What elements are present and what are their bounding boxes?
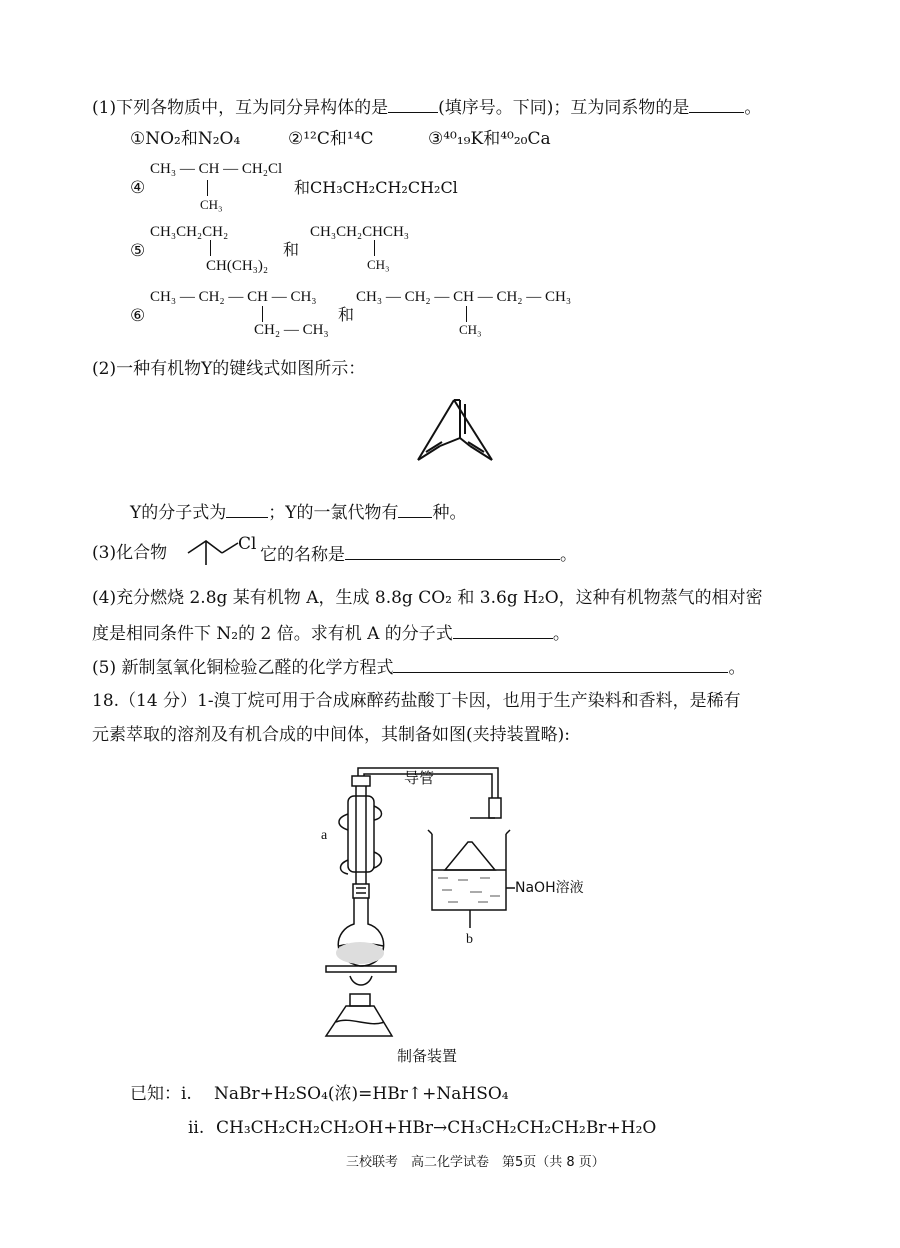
- known-reaction-1: NaBr+H₂SO₄(浓)=HBr↑+NaHSO₄: [214, 1084, 509, 1104]
- option-1: ①NO₂和N₂O₄: [130, 129, 241, 149]
- q17-part5-line: [92, 658, 745, 677]
- q17-part1-line: [92, 98, 761, 117]
- known-label: 已知：i.: [130, 1084, 192, 1104]
- q17-part4-line1: (4)充分燃烧 2.8g 某有机物 A，生成 8.8g CO₂ 和 3.6g H₂O，这种有机物蒸气的相对密: [92, 588, 763, 608]
- option-6-a-branch: CH₂ — CH₃: [254, 322, 329, 338]
- chlorine-label: Cl: [238, 534, 257, 554]
- option-2: ②¹²C和¹⁴C: [288, 129, 374, 149]
- diagram-caption: 制备装置: [397, 1047, 458, 1065]
- option-5-a-top: CH₃CH₂CH₂: [150, 224, 229, 240]
- answer-blank[interactable]: [453, 624, 553, 639]
- option-5-a-bottom: CH(CH₃)₂: [206, 258, 269, 274]
- option-5-number: ⑤: [130, 241, 146, 261]
- bond-line: [207, 180, 208, 196]
- page-footer: 三校联考 高二化学试卷 第5页（共 8 页）: [346, 1155, 605, 1170]
- option-6-b-top: CH₃ — CH₂ — CH — CH₂ — CH₃: [356, 289, 572, 305]
- punctuation: 。: [560, 545, 577, 565]
- part5-text: (5) 新制氢氧化铜检验乙醛的化学方程式: [92, 658, 394, 678]
- q17-part2-answer-line: [130, 503, 466, 522]
- option-5-and: 和: [283, 240, 300, 259]
- punctuation: 。: [744, 98, 762, 118]
- option-4-partner: 和CH₃CH₂CH₂CH₂Cl: [294, 178, 458, 197]
- option-4-branch: CH₃: [200, 197, 223, 212]
- unit-text: 种。: [432, 503, 467, 523]
- answer-blank[interactable]: [345, 545, 560, 560]
- isomer-prompt: ；Y的一氯代物有: [268, 503, 399, 523]
- option-5-b-top: CH₃CH₂CHCH₃: [310, 224, 410, 240]
- bond-line: [374, 240, 375, 256]
- q17-part2-text: (2)一种有机物Y的键线式如图所示：: [92, 359, 366, 379]
- known-ii-label: ii.: [188, 1118, 205, 1138]
- punctuation: 。: [552, 624, 570, 644]
- bond-line: [262, 306, 263, 322]
- label-a: a: [321, 828, 328, 843]
- formula-prompt: Y的分子式为: [130, 503, 227, 523]
- option-6-b-branch: CH₃: [459, 322, 482, 337]
- punctuation: 。: [728, 658, 746, 678]
- option-3: ③⁴⁰₁₉K和⁴⁰₂₀Ca: [428, 129, 551, 149]
- option-5-b-branch: CH₃: [367, 257, 390, 272]
- q18-line1: 18.（14 分）1-溴丁烷可用于合成麻醉药盐酸丁卡因，也用于生产染料和香料，是稀有: [92, 691, 741, 711]
- q17-part3-prefix: (3)化合物: [92, 543, 168, 563]
- bond-line: [466, 306, 467, 322]
- answer-blank[interactable]: [398, 503, 432, 518]
- bicyclic-structure: [410, 390, 500, 470]
- naoh-label: NaOH溶液: [515, 880, 584, 896]
- apparatus-diagram: [320, 760, 620, 1070]
- answer-blank[interactable]: [388, 98, 438, 113]
- q17-part4-line2: [92, 624, 570, 643]
- option-6-a-top: CH₃ — CH₂ — CH — CH₃: [150, 289, 317, 305]
- q17-part1-text: (1)下列各物质中，互为同分异构体的是: [92, 98, 389, 118]
- label-b: b: [466, 932, 473, 947]
- q17-part1-mid: (填序号。下同)；互为同系物的是: [438, 98, 690, 118]
- tube-label: 导管: [404, 769, 435, 787]
- bond-line: [210, 240, 211, 256]
- answer-blank[interactable]: [689, 98, 744, 113]
- part4-text: 度是相同条件下 N₂的 2 倍。求有机 A 的分子式: [92, 624, 453, 644]
- option-6-number: ⑥: [130, 306, 146, 326]
- answer-blank[interactable]: [226, 503, 268, 518]
- answer-blank[interactable]: [393, 658, 728, 673]
- q17-part3-line: [260, 545, 577, 564]
- option-6-and: 和: [338, 305, 355, 324]
- known-reaction-2: CH₃CH₂CH₂CH₂OH+HBr→CH₃CH₂CH₂CH₂Br+H₂O: [216, 1118, 657, 1138]
- option-4-number: ④: [130, 178, 146, 198]
- name-prompt: 它的名称是: [260, 545, 345, 565]
- option-4-structure-main: CH₃ — CH — CH₂Cl: [150, 161, 283, 177]
- q18-line2: 元素萃取的溶剂及有机合成的中间体，其制备如图(夹持装置略):: [92, 725, 570, 745]
